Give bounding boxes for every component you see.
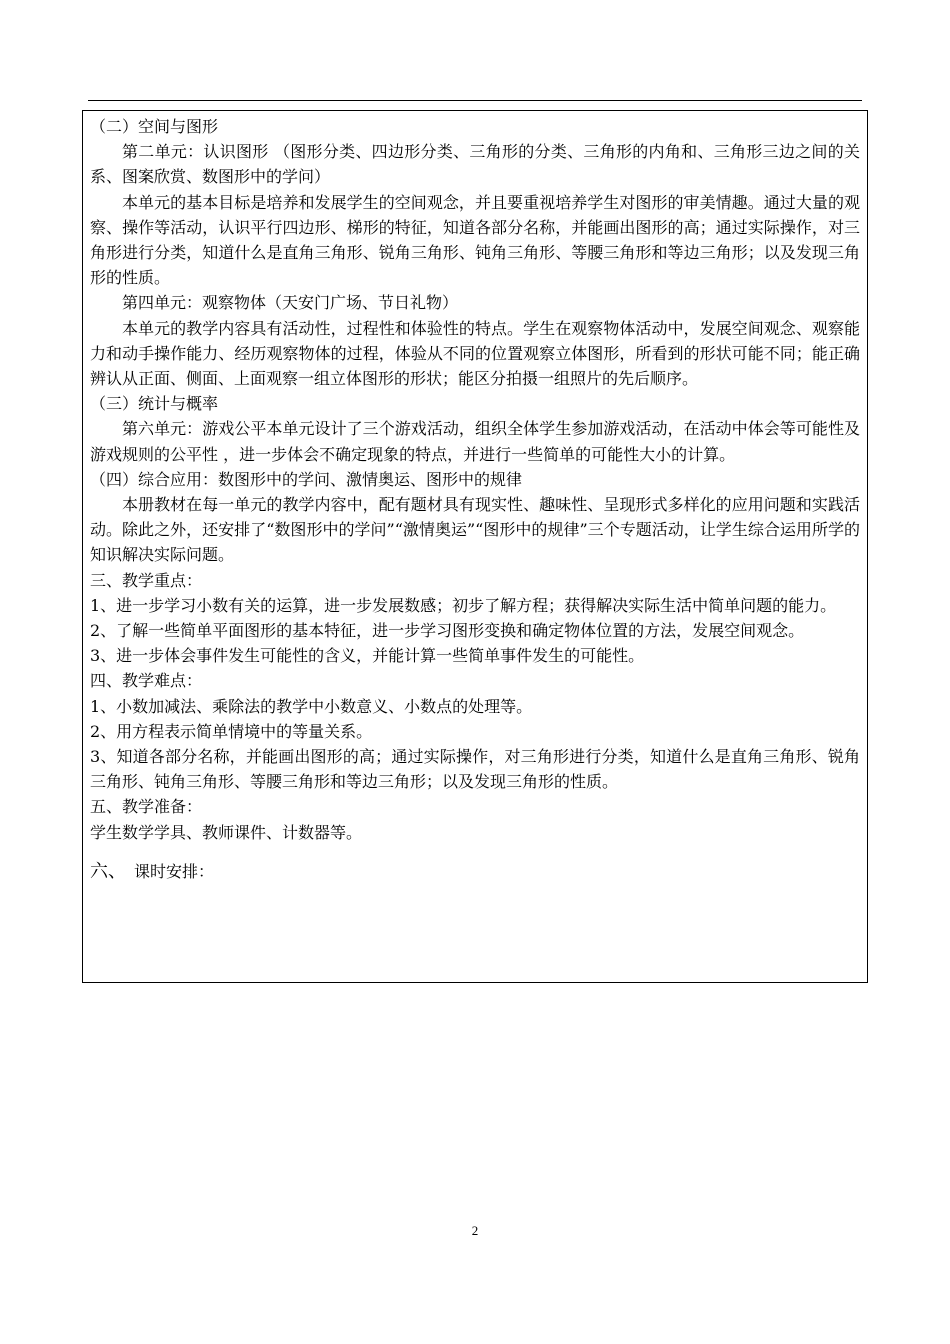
section-6-title: 课时安排： (134, 861, 215, 881)
paragraph: 四、教学难点： (90, 671, 203, 691)
content-box (82, 110, 868, 983)
paragraph: 第六单元：游戏公平本单元设计了三个游戏活动，组织全体学生参加游戏活动，在活动中体会等可能性及游戏规则的公平性 ，进一步体会不确定现象的特点，并进行一些简单的可能性大小的计算。 (90, 419, 860, 464)
paragraph: 本单元的教学内容具有活动性，过程性和体验性的特点。学生在观察物体活动中，发展空间观念、观察能力和动手操作能力、经历观察物体的过程，体验从不同的位置观察立体图形，所看到的形状可能不同；能正确辨认从正面、侧面、上面观察一组立体图形的形状；能区分拍摄一组照片的先后顺序。 (90, 318, 860, 389)
page-number: 2 (471, 1223, 479, 1238)
paragraph: 3、知道各部分名称，并能画出图形的高；通过实际操作，对三角形进行分类，知道什么是直角三角形、锐角三角形、钝角三角形、等腰三角形和等边三角形；以及发现三角形的性质。 (90, 747, 860, 792)
paragraph: 1、小数加减法、乘除法的教学中小数意义、小数点的处理等。 (90, 696, 533, 716)
paragraph: 本册教材在每一单元的教学内容中，配有题材具有现实性、趣味性、呈现形式多样化的应用问题和实践活动。除此之外，还安排了“数图形中的学问”“激情奥运”“图形中的规律”三个专题活动，让学生综合运用所学的知识解决实际问题。 (90, 495, 860, 565)
paragraph: 五、教学准备： (90, 797, 203, 817)
content-lines (90, 114, 860, 845)
paragraph: 1、进一步学习小数有关的运算，进一步发展数感；初步了解方程；获得解决实际生活中简单问题的能力。 (90, 595, 837, 615)
paragraph: 2、了解一些简单平面图形的基本特征，进一步学习图形变换和确定物体位置的方法，发展空间观念。 (90, 621, 805, 641)
paragraph: 三、教学重点： (90, 570, 203, 590)
paragraph: （二）空间与图形 (90, 117, 219, 136)
paragraph: 学生数学学具、教师课件、计数器等。 (90, 822, 363, 842)
paragraph: （四）综合应用：数图形中的学问、激情奥运、图形中的规律 (90, 469, 523, 489)
paragraph: 第二单元：认识图形 （图形分类、四边形分类、三角形的分类、三角形的内角和、三角形三边之间的关系、图案欣赏、数图形中的学问） (90, 142, 860, 187)
header-rule (88, 100, 862, 101)
section-6-number: 六、 (90, 860, 126, 882)
paragraph: 第四单元：观察物体（天安门广场、节日礼物） (122, 293, 459, 313)
paragraph: （三）统计与概率 (90, 394, 219, 414)
paragraph: 2、用方程表示简单情境中的等量关系。 (90, 721, 373, 741)
paragraph: 3、进一步体会事件发生可能性的含义，并能计算一些简单事件发生的可能性。 (90, 646, 645, 666)
section-6-heading (90, 859, 860, 884)
paragraph: 本单元的基本目标是培养和发展学生的空间观念，并且要重视培养学生对图形的审美情趣。通过大量的观察、操作等活动，认识平行四边形、梯形的特征，知道各部分名称，并能画出图形的高；通过实际操作，对三角形进行分类，知道什么是直角三角形、锐角三角形、钝角三角形、等腰三角形和等边三角形；以及发现三角形的性质。 (90, 192, 860, 288)
